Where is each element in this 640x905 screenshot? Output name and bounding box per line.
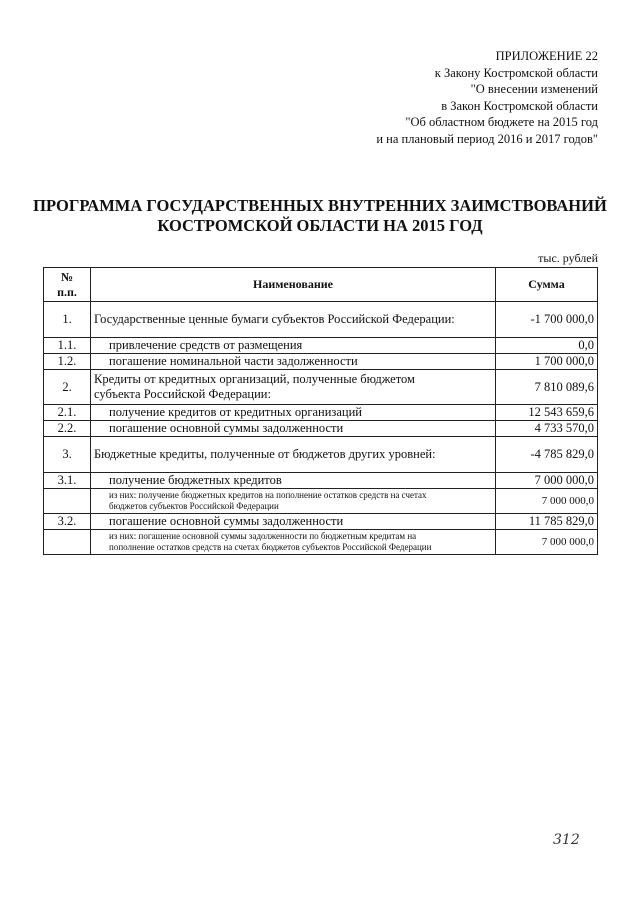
row-name: [91, 370, 496, 405]
table-row: [44, 437, 598, 473]
header-num-line-2: п.п.: [57, 284, 77, 299]
row-name-line-1: из них: получение бюджетных кредитов на пополнение остатков средств на счетах: [109, 490, 427, 500]
row-name: погашение номинальной части задолженности: [91, 354, 496, 370]
appendix-line: "О внесении изменений: [470, 82, 598, 96]
row-name: Государственные ценные бумаги субъектов Российской Федерации:: [91, 302, 496, 338]
row-name-line-1: Кредиты от кредитных организаций, полученные бюджетом: [94, 372, 415, 386]
units-label: тыс. рублей: [538, 251, 598, 265]
title-line-2: КОСТРОМСКОЙ ОБЛАСТИ НА 2015 ГОД: [157, 216, 483, 235]
row-sum: -4 785 829,0: [496, 437, 598, 473]
document-title: [0, 196, 640, 236]
row-sum: -1 700 000,0: [496, 302, 598, 338]
row-sum: 0,0: [496, 338, 598, 354]
row-sum: 7 000 000,0: [496, 489, 598, 514]
table-row: [44, 514, 598, 530]
row-sum: 7 810 089,6: [496, 370, 598, 405]
row-sum: 12 543 659,6: [496, 405, 598, 421]
row-sum: 7 000 000,0: [496, 473, 598, 489]
header-sum: Сумма: [496, 268, 598, 302]
table-row: [44, 302, 598, 338]
row-name-line-2: субъекта Российской Федерации:: [94, 387, 271, 401]
table-header-row: [44, 268, 598, 302]
appendix-line: в Закон Костромской области: [441, 98, 598, 113]
row-name: [91, 489, 496, 514]
row-name-line-1: из них: погашение основной суммы задолженности по бюджетным кредитам на: [109, 531, 417, 541]
appendix-line: и на плановый период 2016 и 2017 годов": [376, 131, 598, 146]
row-num: [44, 530, 91, 555]
title-line-1: ПРОГРАММА ГОСУДАРСТВЕННЫХ ВНУТРЕННИХ ЗАИМСТВОВАНИЙ: [33, 196, 607, 215]
row-name: привлечение средств от размещения: [91, 338, 496, 354]
row-name: получение кредитов от кредитных организаций: [91, 405, 496, 421]
row-sum: 1 700 000,0: [496, 354, 598, 370]
table-row: [44, 370, 598, 405]
header-name: Наименование: [91, 268, 496, 302]
table-row: [44, 405, 598, 421]
appendix-line: к Закону Костромской области: [434, 65, 598, 80]
row-name: Бюджетные кредиты, полученные от бюджетов других уровней:: [91, 437, 496, 473]
row-num: 1.1.: [44, 338, 91, 354]
table-row: [44, 421, 598, 437]
table-row: [44, 489, 598, 514]
row-num: 3.: [44, 437, 91, 473]
table-row: [44, 354, 598, 370]
page-number: 312: [553, 832, 580, 848]
row-name: [91, 530, 496, 555]
row-sum: 7 000 000,0: [496, 530, 598, 555]
appendix-header: [376, 48, 598, 147]
table-row: [44, 530, 598, 555]
row-sum: 4 733 570,0: [496, 421, 598, 437]
table-row: [44, 338, 598, 354]
header-num: [44, 268, 91, 302]
row-sum: 11 785 829,0: [496, 514, 598, 530]
row-num: 1.2.: [44, 354, 91, 370]
row-num: 2.1.: [44, 405, 91, 421]
appendix-line: "Об областном бюджете на 2015 год: [405, 115, 598, 129]
borrowing-program-table: [43, 267, 598, 555]
row-name: погашение основной суммы задолженности: [91, 514, 496, 530]
row-num: 3.2.: [44, 514, 91, 530]
row-num: 3.1.: [44, 473, 91, 489]
row-num: [44, 489, 91, 514]
row-num: 1.: [44, 302, 91, 338]
appendix-line: ПРИЛОЖЕНИЕ 22: [495, 49, 598, 63]
row-name: получение бюджетных кредитов: [91, 473, 496, 489]
row-num: 2.: [44, 370, 91, 405]
row-name-line-2: бюджетов субъектов Российской Федерации: [109, 501, 279, 511]
row-name-line-2: пополнение остатков средств на счетах бюджетов субъектов Российской Федерации: [109, 542, 432, 552]
row-num: 2.2.: [44, 421, 91, 437]
table-row: [44, 473, 598, 489]
row-name: погашение основной суммы задолженности: [91, 421, 496, 437]
header-num-line-1: №: [60, 269, 74, 284]
